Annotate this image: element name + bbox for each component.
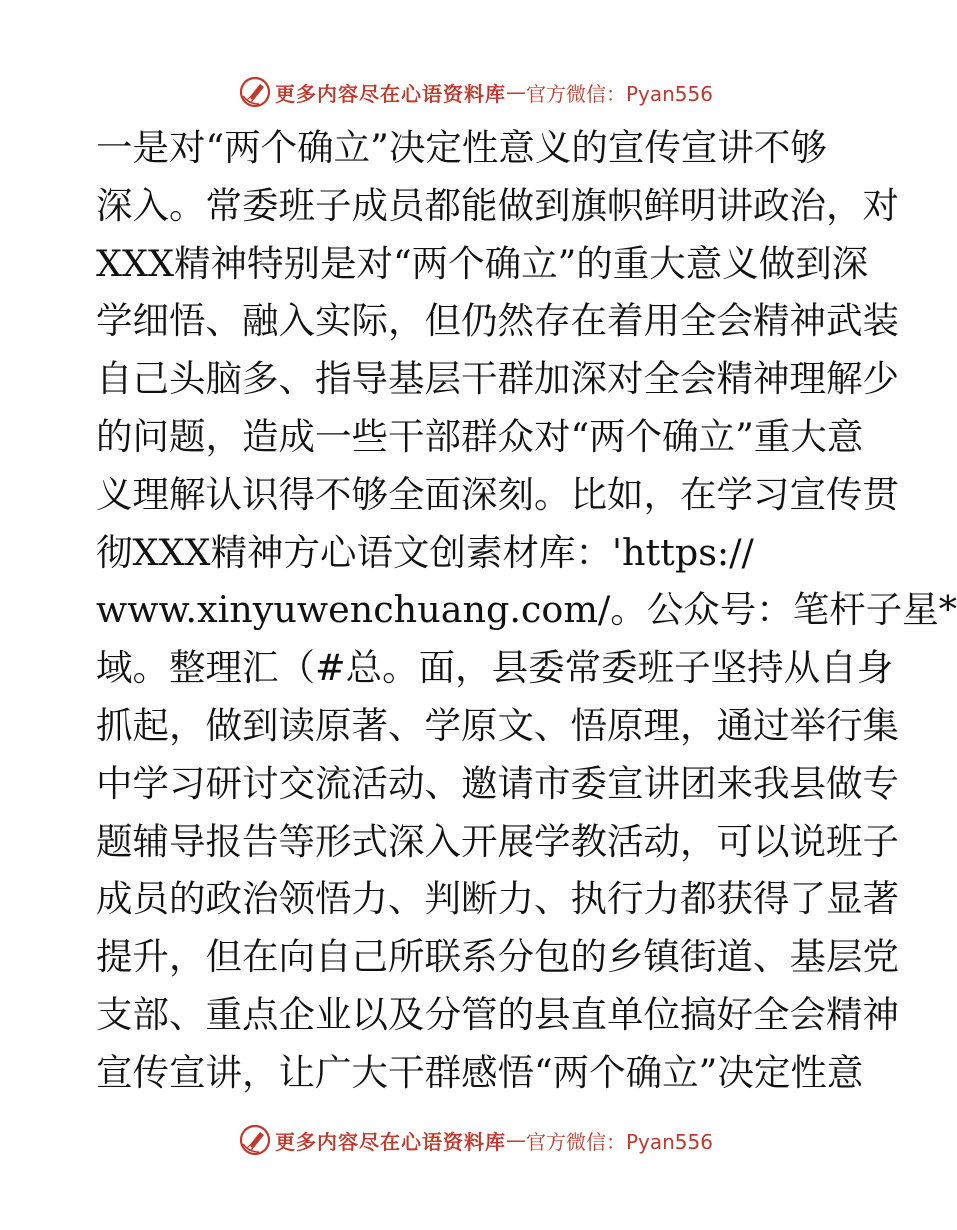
pen-nib-logo-icon xyxy=(237,1122,273,1158)
body-line-1: 一是对“两个确立”决定性意义的宣传宣讲不够 xyxy=(96,126,827,169)
body-line-12: 中学习研讨交流活动、邀请市委宣讲团来我县做专 xyxy=(96,761,899,805)
body-line-8: 彻XXX精神方心语文创素材库：'https:// xyxy=(96,530,754,574)
body-line-9: www.xinyuwenchuang.com/。公众号：笔杆子星* xyxy=(96,588,957,632)
document-body xyxy=(96,119,957,1102)
header-brand-text: 更多内容尽在心语资料库 xyxy=(274,81,506,106)
header-separator: — xyxy=(505,80,526,104)
footer-brand-text: 更多内容尽在心语资料库 xyxy=(274,1129,506,1154)
footer-banner xyxy=(0,1120,950,1160)
body-line-6: 的问题，造成一些干部群众对“两个确立”重大意 xyxy=(96,414,864,458)
footer-wechat-text: 官方微信：Pyan556 xyxy=(525,1129,713,1154)
body-line-4: 学细悟、融入实际，但仍然存在着用全会精神武装 xyxy=(96,299,899,343)
pen-nib-logo-icon xyxy=(237,74,273,110)
body-line-14: 成员的政治领悟力、判断力、执行力都获得了显著 xyxy=(96,877,899,921)
body-line-5: 自己头脑多、指导基层干群加深对全会精神理解少 xyxy=(96,357,899,401)
body-line-2: 深入。常委班子成员都能做到旗帜鲜明讲政治，对 xyxy=(96,183,899,227)
body-line-15: 提升，但在向自己所联系分包的乡镇街道、基层党 xyxy=(96,935,899,979)
header-wechat-text: 官方微信：Pyan556 xyxy=(525,81,713,106)
body-line-13: 题辅导报告等形式深入开展学教活动，可以说班子 xyxy=(96,819,899,863)
body-line-17: 宣传宣讲，让广大干群感悟“两个确立”决定性意 xyxy=(96,1050,864,1094)
footer-separator: — xyxy=(505,1128,526,1152)
body-line-3: XXX精神特别是对“两个确立”的重大意义做到深 xyxy=(96,241,869,285)
header-banner xyxy=(0,72,950,112)
body-line-10: 域。整理汇（#总。面，县委常委班子坚持从自身 xyxy=(96,646,894,690)
body-line-11: 抓起，做到读原著、学原文、悟原理，通过举行集 xyxy=(96,703,899,747)
body-line-16: 支部、重点企业以及分管的县直单位搞好全会精神 xyxy=(96,992,899,1036)
body-line-7: 义理解认识得不够全面深刻。比如，在学习宣传贯 xyxy=(96,472,899,516)
